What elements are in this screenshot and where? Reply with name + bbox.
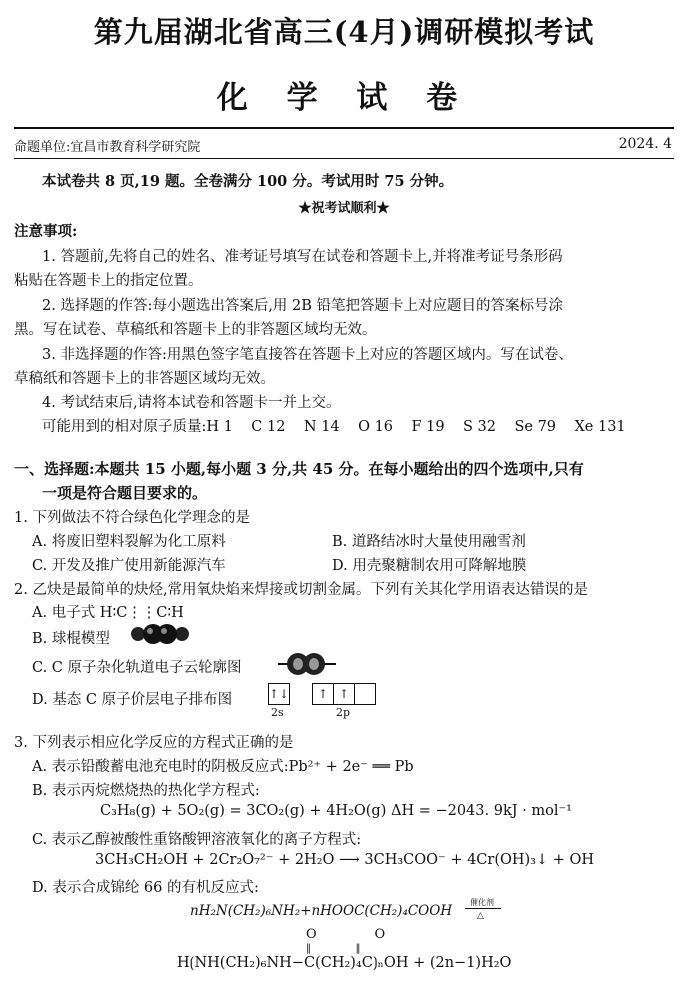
q1-option-d: D. 用壳聚糖制农用可降解地膜 bbox=[332, 558, 527, 574]
q1-option-b: B. 道路结冰时大量使用融雪剂 bbox=[332, 534, 526, 550]
q3-option-c: C. 表示乙醇被酸性重铬酸钾溶液氧化的离子方程式: bbox=[32, 832, 362, 848]
notes-heading: 注意事项: bbox=[14, 223, 78, 240]
q2-option-c: C. C 原子杂化轨道电子云轮廓图 bbox=[32, 660, 242, 676]
note-1-line-1: 1. 答题前,先将自己的姓名、准考证号填写在试卷和答题卡上,并将准考证号条形码 bbox=[42, 249, 563, 265]
note-2-line-2: 黑。写在试卷、草稿纸和答题卡上的非答题区域均无效。 bbox=[14, 322, 377, 338]
section-1-heading-cont: 一项是符合题目要求的。 bbox=[42, 484, 208, 502]
orbital-box-2s bbox=[268, 683, 290, 705]
atomic-masses: 可能用到的相对原子质量:H 1 C 12 N 14 O 16 F 19 S 32 Se 79 Xe 131 bbox=[42, 419, 626, 435]
q3-option-b-equation: C₃H₈(g) + 5O₂(g) = 3CO₂(g) + 4H₂O(g) ΔH = −2043. 9kJ · mol⁻¹ bbox=[100, 803, 572, 819]
note-3-line-1: 3. 非选择题的作答:用黑色签字笔直接答在答题卡上对应的答题区域内。写在试卷、 bbox=[42, 347, 573, 363]
orbital-cloud-icon bbox=[276, 651, 338, 677]
good-luck-wish: ★祝考试顺利★ bbox=[298, 201, 390, 216]
catalyst-label: 催化剂 bbox=[470, 898, 494, 907]
exam-summary: 本试卷共 8 页,19 题。全卷满分 100 分。考试用时 75 分钟。 bbox=[42, 173, 454, 190]
orbital-box: ↑ bbox=[312, 683, 334, 705]
orbital-box: ↑↓ bbox=[268, 683, 290, 705]
q3-option-c-equation: 3CH₃CH₂OH + 2Cr₂O₇²⁻ + 2H₂O ⟶ 3CH₃COO⁻ + 4Cr(OH)₃↓ + OH bbox=[95, 852, 595, 868]
q2-option-d: D. 基态 C 原子价层电子排布图 bbox=[32, 692, 233, 708]
q2-option-b: B. 球棍模型 bbox=[32, 631, 110, 647]
header-divider bbox=[14, 127, 674, 129]
issuer: 命题单位:宜昌市教育科学研究院 bbox=[14, 140, 201, 155]
section-1-heading: 一、选择题:本题共 15 小题,每小题 3 分,共 45 分。在每小题给出的四个选项中,只有 bbox=[14, 460, 584, 478]
q1-option-c: C. 开发及推广使用新能源汽车 bbox=[32, 558, 226, 574]
q3-option-d-equation-1: nH₂N(CH₂)₆NH₂+nHOOC(CH₂)₄COOH bbox=[190, 903, 453, 919]
reaction-arrow bbox=[465, 908, 501, 909]
note-3-line-2: 草稿纸和答题卡上的非答题区域均无效。 bbox=[14, 371, 275, 387]
carbonyl-oxygens: O O bbox=[306, 927, 386, 942]
label-2s: 2s bbox=[271, 706, 284, 719]
q3-option-d-equation-2: H⟮NH(CH₂)₆NH−C(CH₂)₄C⟯ₙOH + (2n−1)H₂O bbox=[177, 955, 512, 971]
q3-stem: 3. 下列表示相应化学反应的方程式正确的是 bbox=[14, 735, 294, 751]
carbonyl-bonds: ‖ ‖ bbox=[306, 943, 361, 954]
subject-title: 化 学 试 卷 bbox=[216, 80, 472, 116]
q3-option-d: D. 表示合成锦纶 66 的有机反应式: bbox=[32, 880, 259, 896]
note-2-line-1: 2. 选择题的作答:每小题选出答案后,用 2B 铅笔把答题卡上对应题目的答案标号涂 bbox=[42, 298, 564, 314]
heat-label: △ bbox=[477, 911, 484, 921]
q3-option-b: B. 表示丙烷燃烧热的热化学方程式: bbox=[32, 783, 260, 799]
orbital-box: ↑ bbox=[334, 683, 355, 705]
ball-stick-model-icon bbox=[128, 621, 192, 647]
note-1-line-2: 粘贴在答题卡上的指定位置。 bbox=[14, 273, 203, 289]
q1-stem: 1. 下列做法不符合绿色化学理念的是 bbox=[14, 510, 250, 526]
orbital-box-2p bbox=[312, 683, 376, 705]
meta-divider bbox=[14, 158, 674, 159]
q2-option-a: A. 电子式 H∶C⋮⋮C∶H bbox=[32, 605, 184, 621]
q1-option-a: A. 将废旧塑料裂解为化工原料 bbox=[32, 534, 226, 550]
orbital-box bbox=[355, 683, 376, 705]
q3-option-a: A. 表示铅酸蓄电池充电时的阴极反应式:Pb²⁺ + 2e⁻ ══ Pb bbox=[32, 759, 414, 775]
label-2p: 2p bbox=[336, 706, 351, 719]
exam-date: 2024. 4 bbox=[618, 136, 672, 152]
exam-title: 第九届湖北省高三(4月)调研模拟考试 bbox=[93, 15, 595, 49]
note-4: 4. 考试结束后,请将本试卷和答题卡一并上交。 bbox=[42, 395, 341, 411]
q2-stem: 2. 乙炔是最简单的炔烃,常用氧炔焰来焊接或切割金属。下列有关其化学用语表达错误的是 bbox=[14, 582, 589, 598]
